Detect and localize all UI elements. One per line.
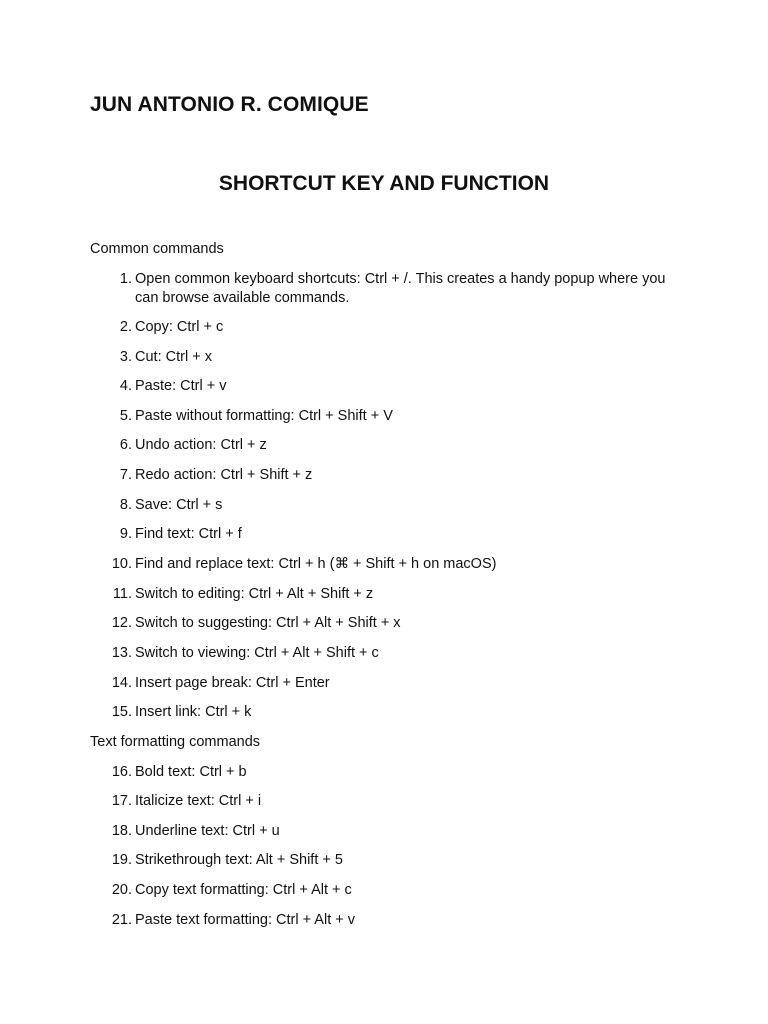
list-item-number: 8. [119, 497, 132, 513]
list-item-number: 16. [111, 764, 132, 780]
list-item-number: 19. [111, 852, 132, 868]
section-heading-text-formatting: Text formatting commands [90, 734, 261, 750]
list-item-text: Undo action: Ctrl + z [135, 437, 267, 453]
list-item-text: Strikethrough text: Alt + Shift + 5 [135, 852, 343, 868]
section-heading-common: Common commands [90, 241, 224, 257]
list-item-text: Save: Ctrl + s [135, 497, 223, 513]
list-item-text: Paste: Ctrl + v [135, 378, 227, 394]
list-item-text: Copy: Ctrl + c [135, 319, 224, 335]
list-item-number: 4. [119, 378, 132, 394]
list-item-text: Cut: Ctrl + x [135, 349, 212, 365]
list-item-number: 21. [111, 912, 132, 928]
list-item-text: Switch to editing: Ctrl + Alt + Shift + z [135, 586, 374, 602]
list-item-number: 6. [119, 437, 132, 453]
list-item-text: Open common keyboard shortcuts: Ctrl + /. This creates a handy popup where you can browse available commands. [135, 271, 666, 306]
list-item-text: Italicize text: Ctrl + i [135, 793, 262, 809]
list-item-number: 11. [112, 586, 132, 602]
list-item-number: 17. [111, 793, 132, 809]
list-item-number: 18. [111, 823, 132, 839]
list-item-number: 5. [119, 408, 132, 424]
list-item-text: Paste text formatting: Ctrl + Alt + v [135, 912, 356, 928]
list-item-number: 20. [111, 882, 132, 898]
list-item-text: Switch to viewing: Ctrl + Alt + Shift + c [135, 645, 379, 661]
list-item-text: Switch to suggesting: Ctrl + Alt + Shift + x [135, 615, 401, 631]
page-title: SHORTCUT KEY AND FUNCTION [218, 172, 550, 195]
author-name: JUN ANTONIO R. COMIQUE [90, 93, 369, 116]
list-item-number: 10. [111, 556, 132, 572]
list-item-text: Find and replace text: Ctrl + h (⌘ + Shift + h on macOS) [135, 556, 497, 572]
list-item-text: Paste without formatting: Ctrl + Shift + V [135, 408, 393, 424]
list-item-number: 3. [119, 349, 132, 365]
list-item-number: 7. [119, 467, 132, 483]
list-item-number: 13. [111, 645, 132, 661]
list-item-text: Copy text formatting: Ctrl + Alt + c [135, 882, 352, 898]
list-item-number: 2. [119, 319, 132, 335]
list-item-number: 12. [111, 615, 132, 631]
list-item-number: 15. [111, 704, 132, 720]
list-item-text: Bold text: Ctrl + b [135, 764, 247, 780]
list-item-text: Redo action: Ctrl + Shift + z [135, 467, 313, 483]
list-item-text: Find text: Ctrl + f [135, 526, 242, 542]
list-item-number: 14. [111, 675, 132, 691]
list-item-number: 9. [119, 526, 132, 542]
list-item-text: Insert link: Ctrl + k [135, 704, 252, 720]
list-item-text: Underline text: Ctrl + u [135, 823, 280, 839]
list-item-number: 1. [119, 271, 132, 287]
list-item-text: Insert page break: Ctrl + Enter [135, 675, 330, 691]
